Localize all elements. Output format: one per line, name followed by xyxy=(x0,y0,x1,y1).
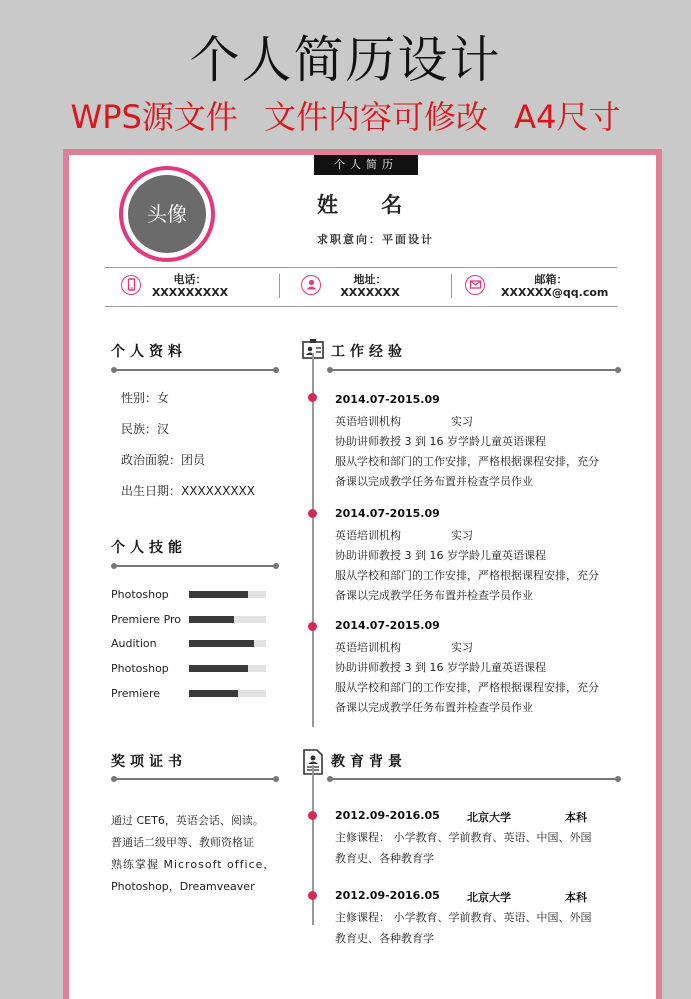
edu-desc: 教育史、各种教育学 xyxy=(335,932,434,945)
job-desc: 服从学校和部门的工作安排，严格根据课程安排，充分 xyxy=(335,569,599,582)
work-divider xyxy=(329,369,619,371)
awards-title: 奖项证书 xyxy=(111,754,187,770)
job-date: 2014.07-2015.09 xyxy=(335,619,440,632)
profile-title: 个人资料 xyxy=(111,344,187,360)
job-org: 英语培训机构 xyxy=(335,529,401,542)
skill-bar xyxy=(189,665,266,672)
person-icon xyxy=(301,275,321,295)
education-timeline xyxy=(312,765,314,925)
job-desc: 协助讲师教授 3 到 16 岁学龄儿童英语课程 xyxy=(335,435,546,448)
skill-fill xyxy=(189,591,248,598)
subtitle-part: A4尺寸 xyxy=(514,98,621,136)
education-title: 教育背景 xyxy=(331,754,407,770)
page-title: 个人简历设计 xyxy=(189,31,502,89)
skill-bar xyxy=(189,690,266,697)
avatar xyxy=(119,166,215,262)
edu-desc: 教育史、各种教育学 xyxy=(335,852,434,865)
skill-fill xyxy=(189,616,234,623)
contact-divider xyxy=(279,274,280,298)
timeline-dot xyxy=(308,891,317,900)
job-desc: 备课以完成教学任务布置并检查学员作业 xyxy=(335,589,533,602)
profile-item: 性别：女 xyxy=(121,391,170,405)
timeline-dot xyxy=(308,393,317,402)
profile-item: 民族：汉 xyxy=(121,422,170,436)
edu-date: 2012.09-2016.05 xyxy=(335,809,440,822)
profile-item: 政治面貌：团员 xyxy=(121,453,206,467)
mail-icon xyxy=(465,275,485,295)
job-date: 2014.07-2015.09 xyxy=(335,507,440,520)
contact-value: XXXXXXXXX xyxy=(151,286,229,299)
contact-divider xyxy=(451,274,452,298)
skill-name: Photoshop xyxy=(111,662,169,675)
contact-label: 电话： xyxy=(173,273,207,286)
contact-value: XXXXXX@qq.com xyxy=(501,286,609,299)
job-desc: 服从学校和部门的工作安排，严格根据课程安排，充分 xyxy=(335,455,599,468)
resume-name: 姓 名 xyxy=(317,193,421,217)
job-desc: 协助讲师教授 3 到 16 岁学龄儿童英语课程 xyxy=(335,661,546,674)
education-divider xyxy=(329,778,619,780)
job-role: 实习 xyxy=(451,415,473,428)
skill-name: Premiere xyxy=(111,687,161,700)
avatar-label: 头像 xyxy=(128,175,206,253)
work-timeline xyxy=(312,353,314,727)
job-desc: 协助讲师教授 3 到 16 岁学龄儿童英语课程 xyxy=(335,549,546,562)
subtitle-part: WPS源文件 xyxy=(70,98,238,136)
profile-item: 出生日期：XXXXXXXXX xyxy=(121,484,255,498)
page-subtitle xyxy=(0,92,691,138)
contact-value: XXXXXXX xyxy=(340,286,400,299)
job-desc: 备课以完成教学任务布置并检查学员作业 xyxy=(335,701,533,714)
profile-divider xyxy=(113,369,277,371)
job-org: 英语培训机构 xyxy=(335,415,401,428)
timeline-dot xyxy=(308,811,317,820)
contact-label: 地址： xyxy=(353,273,387,286)
edu-degree: 本科 xyxy=(565,891,587,904)
contact-label: 邮箱： xyxy=(534,273,568,286)
contact-bar xyxy=(105,267,617,307)
job-org: 英语培训机构 xyxy=(335,641,401,654)
skill-fill xyxy=(189,665,248,672)
skill-bar xyxy=(189,591,266,598)
edu-date: 2012.09-2016.05 xyxy=(335,889,440,902)
skill-bar xyxy=(189,640,266,647)
award-line: 通过 CET6，英语会话、阅读。 xyxy=(111,814,264,827)
award-line: 熟练掌握 Microsoft office， xyxy=(111,858,276,871)
job-desc: 服从学校和部门的工作安排，严格根据课程安排，充分 xyxy=(335,681,599,694)
resume-sheet xyxy=(63,149,662,999)
award-line: Photoshop，Dreamveaver xyxy=(111,880,255,893)
contact-email xyxy=(455,268,617,306)
resume-tag: 个人简历 xyxy=(314,155,418,175)
timeline-dot xyxy=(308,509,317,518)
awards-text xyxy=(111,810,281,898)
edu-desc: 主修课程： 小学教育、学前教育、英语、中国、外国 xyxy=(335,831,592,844)
skill-fill xyxy=(189,690,238,697)
edu-school: 北京大学 xyxy=(467,811,511,824)
timeline-dot xyxy=(308,622,317,631)
skill-bar xyxy=(189,616,266,623)
skill-name: Photoshop xyxy=(111,588,169,601)
edu-school: 北京大学 xyxy=(467,891,511,904)
job-intent: 求职意向：平面设计 xyxy=(317,233,434,246)
skill-name: Premiere Pro xyxy=(111,613,182,626)
edu-desc: 主修课程： 小学教育、学前教育、英语、中国、外国 xyxy=(335,911,592,924)
phone-icon xyxy=(121,275,141,295)
award-line: 普通话二级甲等、教师资格证 xyxy=(111,836,254,849)
contact-phone xyxy=(105,268,275,306)
awards-divider xyxy=(113,778,277,780)
skills-title: 个人技能 xyxy=(111,540,187,556)
skill-fill xyxy=(189,640,254,647)
job-desc: 备课以完成教学任务布置并检查学员作业 xyxy=(335,475,533,488)
job-role: 实习 xyxy=(451,529,473,542)
edu-degree: 本科 xyxy=(565,811,587,824)
skills-divider xyxy=(113,565,277,567)
skill-name: Audition xyxy=(111,637,157,650)
work-title: 工作经验 xyxy=(331,344,407,360)
job-date: 2014.07-2015.09 xyxy=(335,393,440,406)
contact-address xyxy=(285,268,455,306)
subtitle-part: 文件内容可修改 xyxy=(263,98,488,136)
job-role: 实习 xyxy=(451,641,473,654)
